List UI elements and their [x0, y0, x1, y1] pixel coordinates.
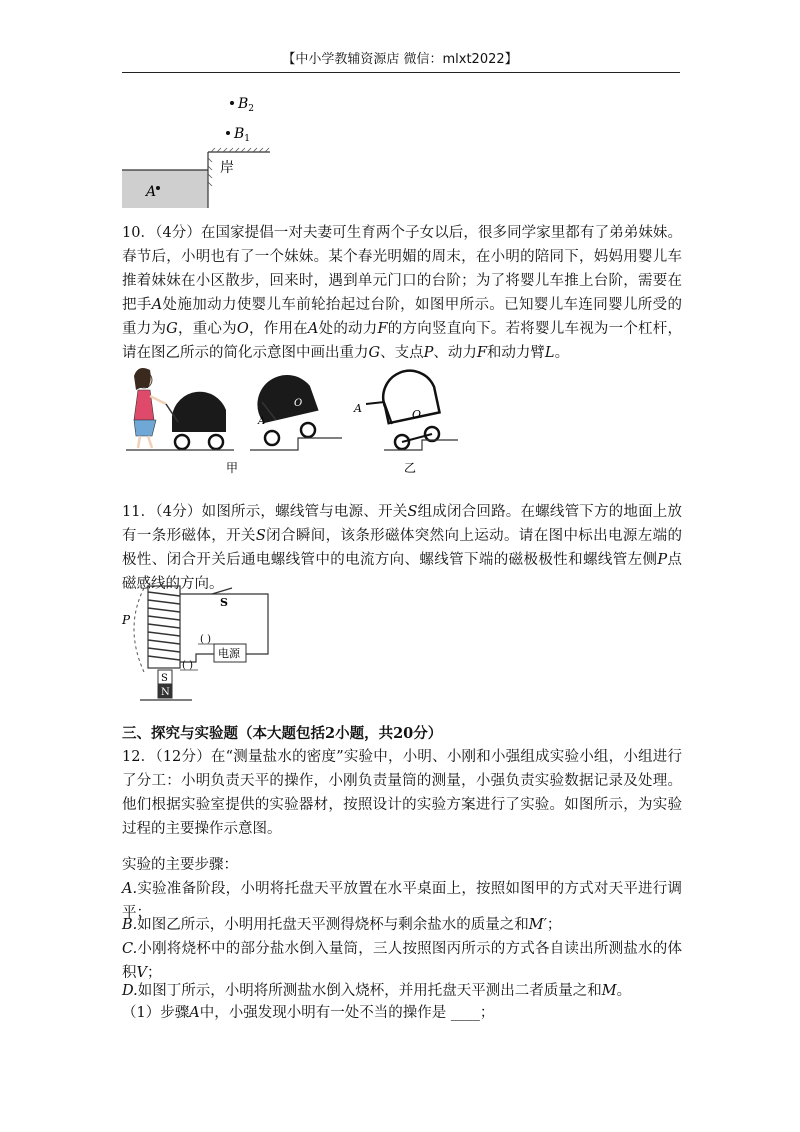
field-line [134, 588, 144, 672]
label-jia: 甲 [226, 461, 239, 475]
mother-illustration [134, 368, 166, 448]
point-a [156, 186, 160, 190]
question-12-intro: 12．（12分）在“测量盐水的密度”实验中，小明、小刚和小强组成实验小组，小组进行了分工：小明负责天平的操作，小刚负责量筒的测量，小强负责实验数据记录及处理。他们根据实验室提供的实验器材，按照设计的实验方案进行了实验。如图所示，为实验过程的主要操作示意图。 [122, 749, 682, 837]
paren-1: ( ) [200, 634, 211, 645]
step-c: C.小刚将烧杯中的部分盐水倒入量筒，三人按照图丙所示的方式各自读出所测盐水的体积V； [122, 941, 682, 981]
label-shore: 岸 [220, 160, 234, 176]
switch-s [212, 588, 232, 594]
svg-text:N: N [161, 687, 170, 698]
answer-blank[interactable]: ____ [450, 1005, 480, 1021]
sub-question-1: （1）步骤A中，小强发现小明有一处不当的操作是 ____； [122, 1005, 495, 1021]
point-b1 [226, 131, 230, 135]
stroller-yi [353, 366, 440, 449]
section-3-title: 三、探究与实验题（本大题包括2小题，共20分） [122, 725, 443, 742]
label-s: S [220, 596, 228, 609]
stroller-tilted [251, 368, 319, 445]
paren-2: ( ) [182, 660, 193, 671]
solenoid-coils [148, 592, 180, 660]
label-power: 电源 [218, 647, 240, 660]
svg-text:A: A [258, 416, 266, 427]
shore-figure [118, 90, 278, 212]
water-area [122, 170, 208, 208]
label-yi-a: A [354, 402, 362, 415]
step-b: B.如图乙所示，小明用托盘天平测得烧杯与剩余盐水的质量之和M′； [122, 917, 562, 933]
label-b2: $B_2$ [238, 96, 255, 114]
point-b2 [230, 101, 234, 105]
page-header: 【中小学教辅资源店 微信：mlxt2022】 [282, 52, 518, 67]
label-yi: 乙 [404, 461, 417, 475]
svg-text:S: S [161, 673, 168, 684]
step-d: D.如图丁所示，小明将所测盐水倒入烧杯，并用托盘天平测出二者质量之和M。 [122, 983, 632, 999]
question-10-text: 10．（4分）在国家提倡一对夫妻可生育两个子女以后，很多同学家里都有了弟弟妹妹。春节后，小明也有了一个妹妹。某个春光明媚的周末，在小明的陪同下，妈妈用婴儿车推着妹妹在小区散步，回来时，遇到单元门口的台阶；为了将婴儿车推上台阶，需要在把手A处施加动力使婴儿车前轮抬起过台阶，如图甲所示。已知婴儿车连同婴儿所受的重力为G，重心为O，作用在A处的动力F的方向竖直向下。若将婴儿车视为一个杠杆，请在图乙所示的简化示意图中画出重力G、支点P、动力F和动力臂L。 [122, 225, 683, 361]
stroller-figures [122, 362, 462, 480]
label-a: A [146, 184, 157, 200]
label-b1: $B_1$ [234, 126, 251, 144]
label-yi-o: O [412, 408, 422, 421]
stroller-jia [166, 392, 226, 449]
question-11-text: 11．（4分）如图所示，螺线管与电源、开关S组成闭合回路。在螺线管下方的地面上放有一条形磁体，开关S闭合瞬间，该条形磁体突然向上运动。请在图中标出电源左端的极性、闭合开关后通电螺线管中的电流方向、螺线管下端的磁极极性和螺线管左侧P点磁感线的方向。 [122, 504, 683, 592]
header-divider [122, 72, 680, 73]
solenoid-figure [120, 582, 290, 706]
steps-title: 实验的主要步骤： [122, 857, 238, 873]
svg-text:O: O [294, 398, 303, 409]
step-a: A.实验准备阶段，小明将托盘天平放置在水平桌面上，按照如图甲的方式对天平进行调平； [122, 881, 682, 921]
label-p: P [122, 613, 131, 627]
